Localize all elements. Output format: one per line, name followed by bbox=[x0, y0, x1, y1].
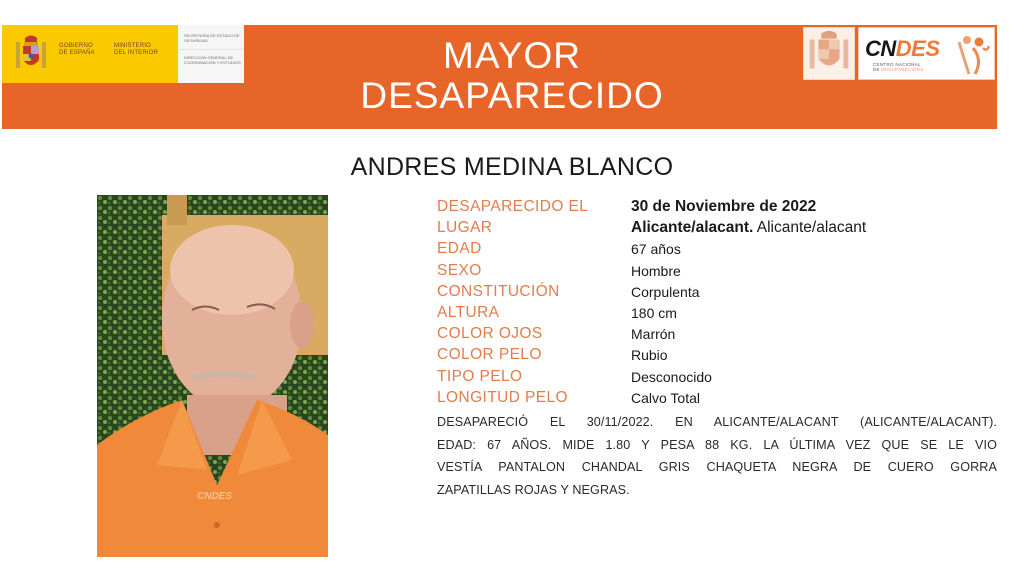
detail-label: CONSTITUCIÓN bbox=[437, 282, 560, 300]
cndes-wordmark: CNDES bbox=[865, 36, 940, 61]
detail-label: TIPO PELO bbox=[437, 367, 523, 385]
person-name: ANDRES MEDINA BLANCO bbox=[350, 153, 674, 181]
detail-label: LONGITUD PELO bbox=[437, 388, 568, 406]
royal-arms-logo bbox=[803, 27, 855, 80]
detail-value: Desconocido bbox=[631, 368, 712, 385]
detail-value: Rubio bbox=[631, 347, 668, 364]
detail-label: LUGAR bbox=[437, 219, 493, 237]
title-line-1: MAYOR bbox=[443, 35, 581, 76]
divider bbox=[178, 49, 244, 50]
cndes-logo bbox=[858, 27, 995, 80]
description-paragraph bbox=[437, 411, 997, 501]
people-figure-icon bbox=[953, 32, 993, 76]
person-photo bbox=[97, 195, 328, 557]
poster-title bbox=[300, 36, 724, 116]
spain-coat-of-arms-icon bbox=[14, 34, 48, 74]
detail-value: 180 cm bbox=[631, 304, 677, 321]
detail-value: Corpulenta bbox=[631, 283, 700, 300]
detail-value: Marrón bbox=[631, 326, 676, 343]
detail-label: ALTURA bbox=[437, 303, 500, 321]
spain-coat-of-arms-icon bbox=[804, 28, 854, 79]
secretaria-text: SECRETARÍA DE ESTADO DE SEGURIDAD bbox=[184, 33, 240, 43]
description-line: EDAD: 67 AÑOS. MIDE 1.80 Y PESA 88 KG. LA ÚLTIMA VEZ QUE SE LE VIO bbox=[437, 437, 997, 452]
ministerio-text: MINISTERIO DEL INTERIOR bbox=[114, 43, 159, 56]
gobierno-text: GOBIERNO DE ESPAÑA bbox=[59, 43, 95, 56]
title-line-2: DESAPARECIDO bbox=[360, 75, 664, 116]
description-line: DESAPARECIÓ EL 30/11/2022. EN ALICANTE/ALACANT (ALICANTE/ALACANT). bbox=[437, 415, 997, 429]
detail-label: EDAD bbox=[437, 240, 482, 258]
detail-label: SEXO bbox=[437, 261, 482, 279]
detail-label: COLOR OJOS bbox=[437, 325, 543, 343]
detail-value: Calvo Total bbox=[631, 389, 701, 406]
detail-value: Alicante/alacant. Alicante/alacant bbox=[631, 219, 867, 237]
detail-value: 67 años bbox=[631, 241, 681, 258]
secretaria-estado-logo bbox=[178, 25, 244, 83]
photo-image bbox=[97, 195, 328, 557]
cndes-subtitle: CENTRO NACIONAL DE DESAPARECIDOS bbox=[873, 62, 924, 72]
detail-label: DESAPARECIDO EL bbox=[437, 198, 589, 215]
photo-watermark: CNDES bbox=[197, 491, 233, 502]
detail-label: COLOR PELO bbox=[437, 346, 542, 364]
detail-value: Hombre bbox=[631, 262, 681, 279]
description-line: ZAPATILLAS ROJAS Y NEGRAS. bbox=[437, 482, 630, 497]
description-line: VESTÍA PANTALON CHANDAL GRIS CHAQUETA NEGRA DE CUERO GORRA bbox=[437, 460, 997, 474]
gobierno-espana-logo bbox=[2, 25, 178, 83]
detail-value: 30 de Noviembre de 2022 bbox=[631, 198, 817, 215]
direccion-general-text: DIRECCIÓN GENERAL DE COORDINACIÓN Y ESTUDIOS bbox=[184, 55, 241, 65]
